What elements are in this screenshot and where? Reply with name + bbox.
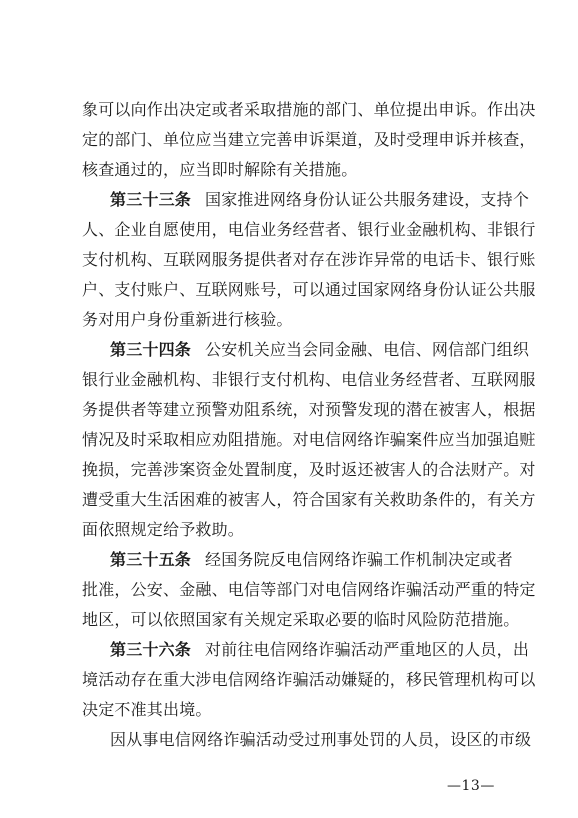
article-heading: 第三十三条: [110, 190, 192, 209]
body-line: 支付机构、互联网服务提供者对存在涉诈异常的电话卡、银行账: [82, 250, 536, 269]
body-line: 境活动存在重大涉电信网络诈骗活动嫌疑的，移民管理机构可以: [82, 670, 536, 689]
body-line: 人、企业自愿使用，电信业务经营者、银行业金融机构、非银行: [82, 220, 536, 239]
article-heading: 第三十六条: [110, 640, 192, 659]
article-33-first-line: 第三十三条 国家推进网络身份认证公共服务建设，支持个: [110, 190, 530, 209]
body-line: 务提供者等建立预警劝阻系统，对预警发现的潜在被害人，根据: [82, 400, 536, 419]
article-heading: 第三十四条: [110, 340, 192, 359]
body-line: 银行业金融机构、非银行支付机构、电信业务经营者、互联网服: [82, 370, 536, 389]
body-line: 务对用户身份重新进行核验。: [82, 310, 293, 329]
body-line: 象可以向作出决定或者采取措施的部门、单位提出申诉。作出决: [82, 100, 536, 119]
body-line: 因从事电信网络诈骗活动受过刑事处罚的人员，设区的市级: [110, 730, 532, 749]
body-line: 情况及时采取相应劝阻措施。对电信网络诈骗案件应当加强追赃: [82, 430, 536, 449]
body-line: 核查通过的，应当即时解除有关措施。: [82, 160, 358, 179]
article-heading: 第三十五条: [110, 550, 192, 569]
article-36-first-line: 第三十六条 对前往电信网络诈骗活动严重地区的人员，出: [110, 640, 530, 659]
article-34-first-line: 第三十四条 公安机关应当会同金融、电信、网信部门组织: [110, 340, 530, 359]
body-line: 地区，可以依照国家有关规定采取必要的临时风险防范措施。: [82, 610, 520, 629]
article-35-first-line: 第三十五条 经国务院反电信网络诈骗工作机制决定或者: [110, 550, 513, 569]
body-line: 定的部门、单位应当建立完善申诉渠道，及时受理申诉并核查，: [82, 130, 536, 149]
body-line: 批准，公安、金融、电信等部门对电信网络诈骗活动严重的特定: [82, 580, 536, 599]
body-line: 户、支付账户、互联网账号，可以通过国家网络身份认证公共服: [82, 280, 536, 299]
body-line: 决定不准其出境。: [82, 700, 212, 719]
body-line: 遭受重大生活困难的被害人，符合国家有关救助条件的，有关方: [82, 490, 536, 509]
page-number: —13—: [447, 778, 495, 794]
body-line: 面依照规定给予救助。: [82, 520, 245, 539]
body-line: 挽损，完善涉案资金处置制度，及时返还被害人的合法财产。对: [82, 460, 536, 479]
